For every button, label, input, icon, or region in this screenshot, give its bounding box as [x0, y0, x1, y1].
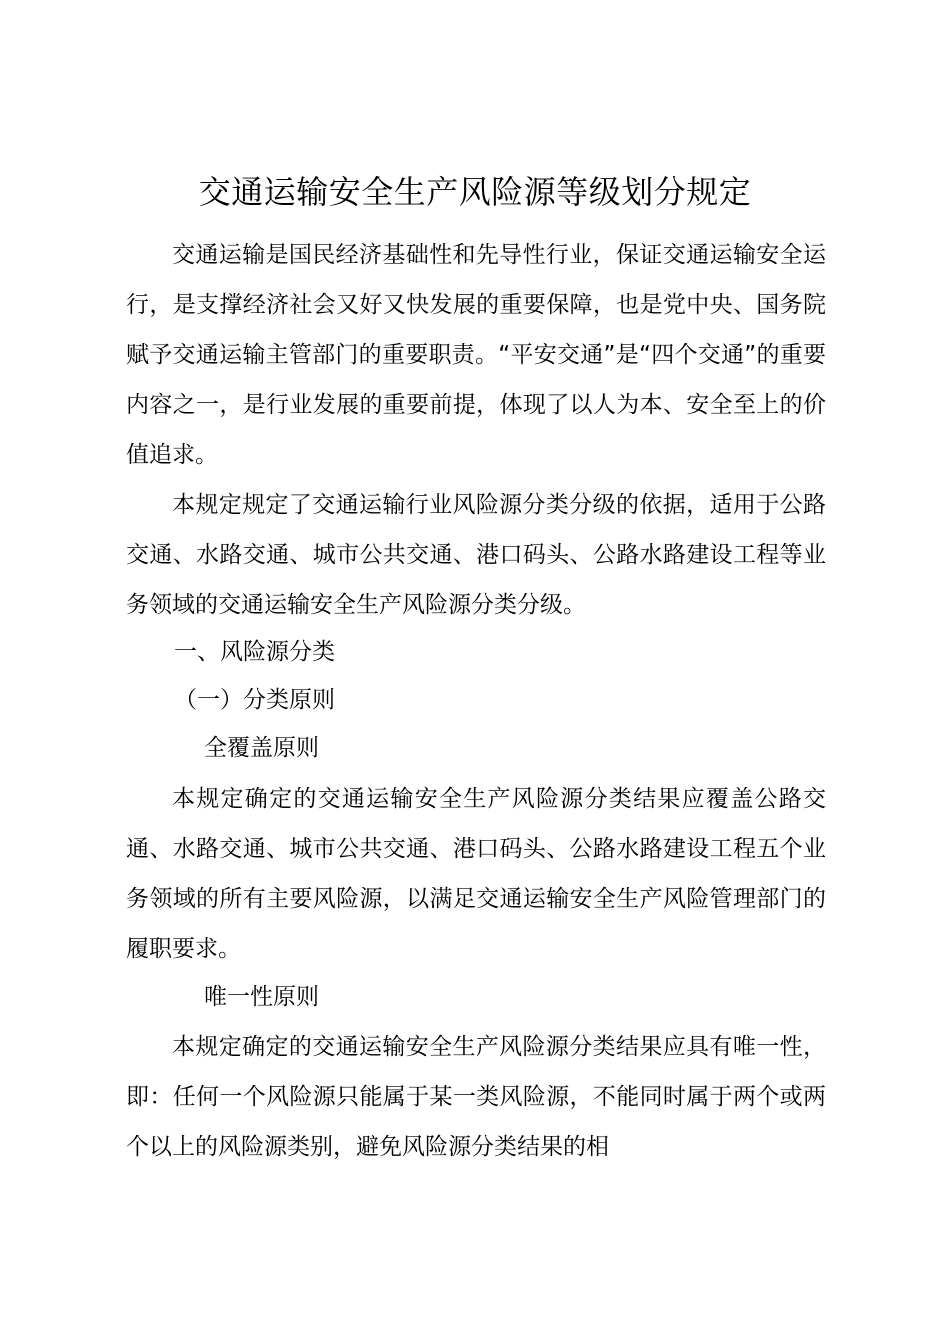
- subsection-heading: （一）分类原则: [174, 687, 335, 713]
- scope-paragraph: 本规定规定了交通运输行业风险源分类分级的依据，适用于公路交通、水路交通、城市公共交通、港口码头、公路水路建设工程等业务领域的交通运输安全生产风险源分类分级。: [126, 492, 826, 618]
- intro-paragraph: 交通运输是国民经济基础性和先导性行业，保证交通运输安全运行，是支撑经济社会又好又快发展的重要保障，也是党中央、国务院赋予交通运输主管部门的重要职责。“平安交通”是“四个交通”的重要内容之一，是行业发展的重要前提，体现了以人为本、安全至上的价值追求。: [126, 242, 826, 468]
- document-title: 交通运输安全生产风险源等级划分规定: [198, 173, 752, 211]
- uniqueness-paragraph: 本规定确定的交通运输安全生产风险源分类结果应具有唯一性，即：任何一个风险源只能属于某一类风险源，不能同时属于两个或两个以上的风险源类别，避免风险源分类结果的相: [126, 1034, 826, 1160]
- section-heading: 一、风险源分类: [174, 639, 335, 665]
- principle-heading-uniqueness: 唯一性原则: [204, 984, 319, 1010]
- coverage-paragraph: 本规定确定的交通运输安全生产风险源分类结果应覆盖公路交通、水路交通、城市公共交通、港口码头、公路水路建设工程五个业务领域的所有主要风险源，以满足交通运输安全生产风险管理部门的履职要求。: [126, 786, 826, 962]
- principle-heading-coverage: 全覆盖原则: [204, 735, 319, 761]
